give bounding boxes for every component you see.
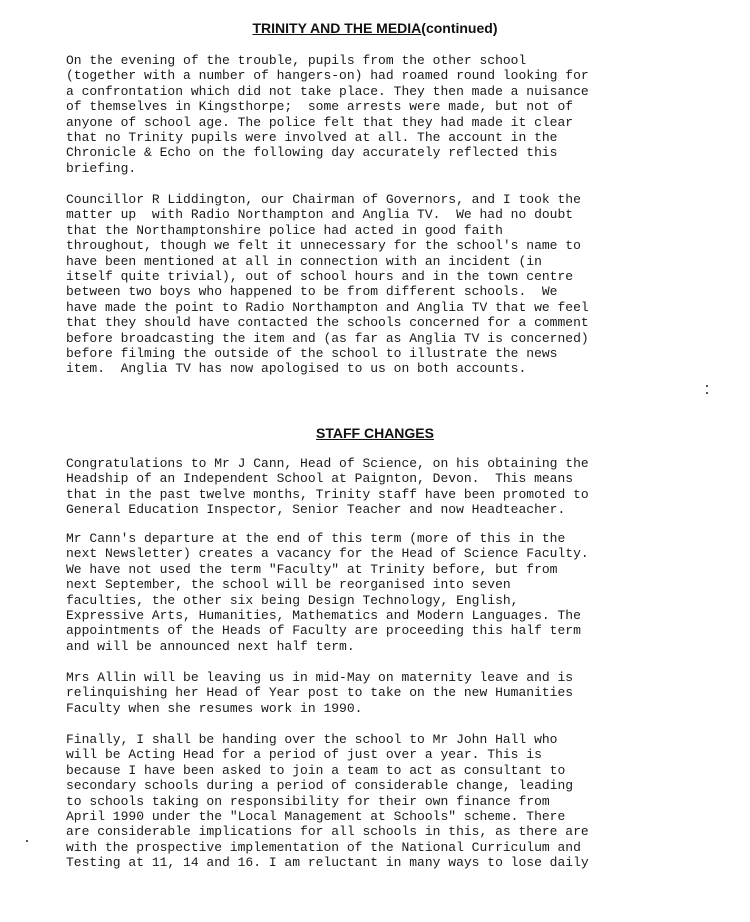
paragraph-trouble-evening: On the evening of the trouble, pupils from the other school (together with a number of hangers-on) had roamed round looking for a confrontation which did not take place. They then made a nuisance of themselves in Kingsthorpe; some arrests were made, but not of anyone of school age. The police felt that they had made it clear that no Trinity pupils were involved at all. The account in the Chronicle & Echo on the following day accurately reflected this briefing.	[66, 53, 589, 176]
paragraph-congratulations: Congratulations to Mr J Cann, Head of Science, on his obtaining the Headship of an Independent School at Paignton, Devon. This means that in the past twelve months, Trinity staff have been promoted to General Education Inspector, Senior Teacher and now Headteacher.	[66, 456, 589, 518]
scan-speck	[26, 840, 28, 842]
paragraph-finally: Finally, I shall be handing over the school to Mr John Hall who will be Acting Head for a period of just over a year. This is because I have been asked to join a team to act as consultant to secondary schools during a period of considerable change, leading to schools taking on responsibility for their own finance from April 1990 under the "Local Management at Schools" scheme. There are considerable implications for all schools in this, as there are with the prospective implementation of the National Curriculum and Testing at 11, 14 and 16. I am reluctant in many ways to lose daily	[66, 732, 589, 871]
heading-staff-changes: STAFF CHANGES	[316, 425, 434, 441]
paragraph-councillor: Councillor R Liddington, our Chairman of Governors, and I took the matter up with Radio Northampton and Anglia TV. We had no doubt that the Northamptonshire police had acted in good faith throughout, though we felt it unnecessary for the school's name to have been mentioned at all in connection with an incident (in itself quite trivial), out of school hours and in the town centre between two boys who happened to be from different schools. We have made the point to Radio Northampton and Anglia TV that we feel that they should have contacted the schools concerned for a comment before broadcasting the item and (as far as Anglia TV is concerned) before filming the outside of the school to illustrate the news item. Anglia TV has now apologised to us on both accounts.	[66, 192, 589, 377]
section-heading-trinity-media	[0, 20, 750, 37]
scan-speck	[706, 392, 708, 394]
scan-speck	[706, 385, 708, 387]
heading-suffix: (continued)	[421, 20, 498, 36]
paragraph-mr-cann-departure: Mr Cann's departure at the end of this term (more of this in the next Newsletter) creates a vacancy for the Head of Science Faculty. We have not used the term "Faculty" at Trinity before, but from next September, the school will be reorganised into seven faculties, the other six being Design Technology, English, Expressive Arts, Humanities, Mathematics and Modern Languages. The appointments of the Heads of Faculty are proceeding this half term and will be announced next half term.	[66, 531, 589, 654]
paragraph-mrs-allin: Mrs Allin will be leaving us in mid-May on maternity leave and is relinquishing her Head of Year post to take on the new Humanities Faculty when she resumes work in 1990.	[66, 670, 574, 716]
section-heading-staff-changes	[0, 425, 750, 442]
heading-main: TRINITY AND THE MEDIA	[252, 20, 422, 36]
